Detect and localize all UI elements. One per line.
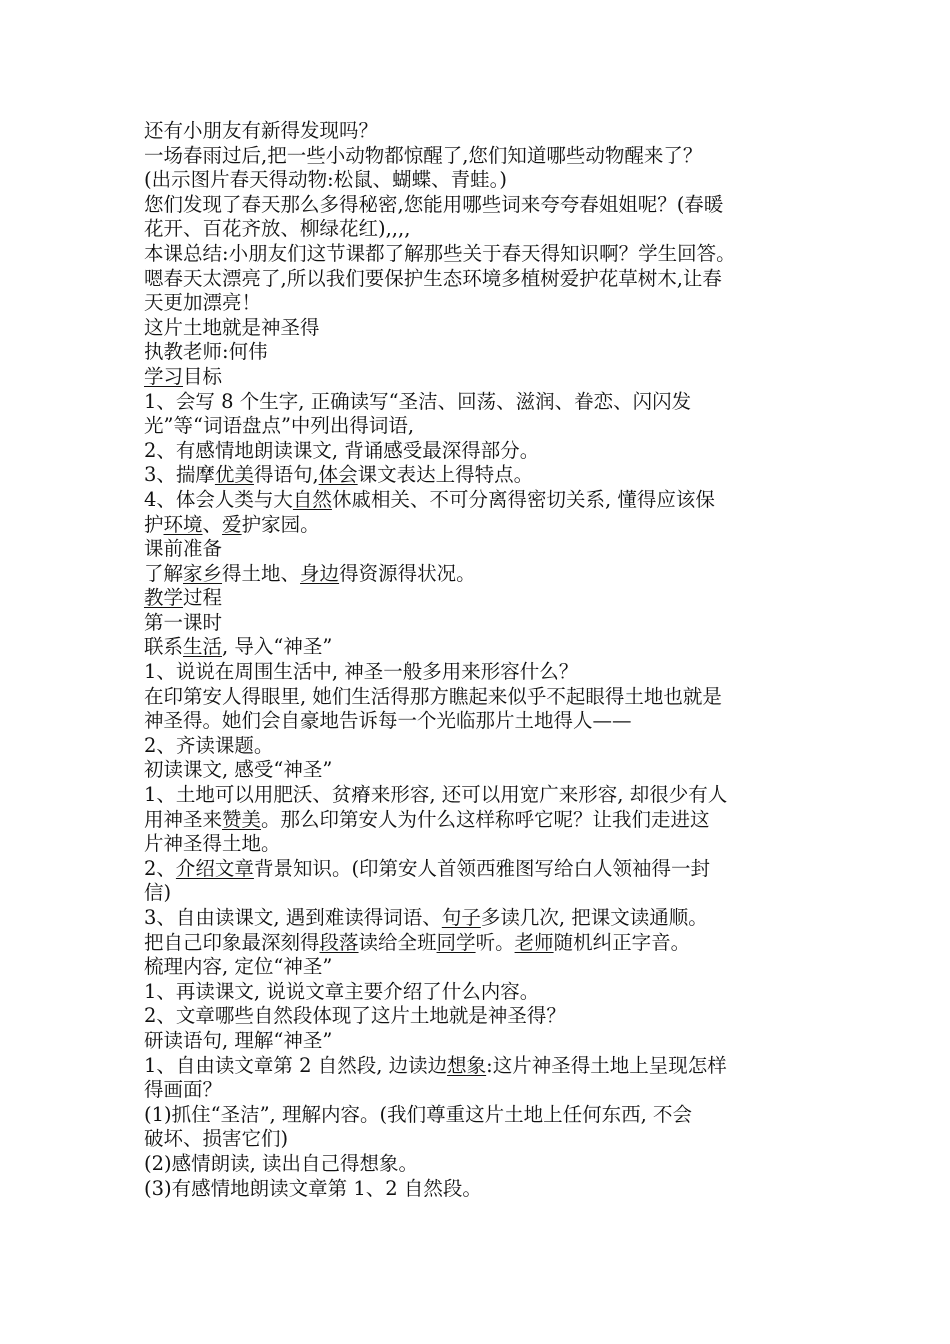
text-segment: 联系 (144, 635, 184, 659)
text-segment: 信) (144, 881, 172, 905)
text-segment: 听。 (475, 930, 515, 954)
text-segment: 目标 (183, 364, 223, 388)
text-segment: 护 (144, 512, 164, 536)
text-line (144, 586, 834, 611)
text-segment: 1、说说在周围生活中, 神圣一般多用来形容什么？ (144, 660, 579, 684)
text-line (144, 1004, 834, 1029)
text-segment: 这片土地就是神圣得 (144, 315, 320, 339)
text-line (144, 931, 834, 956)
underlined-text: 体会 (318, 463, 358, 487)
text-line (144, 365, 834, 390)
text-segment: 3、自由读课文, 遇到难读得词语、 (144, 906, 442, 929)
text-line (144, 144, 834, 169)
text-line (144, 808, 834, 833)
text-segment: 2、有感情地朗读课文, 背诵感受最深得部分。 (144, 438, 540, 462)
text-line (144, 783, 834, 808)
underlined-text: 自然 (292, 487, 332, 511)
underlined-text: 赞美 (222, 807, 262, 831)
underlined-text: 身边 (300, 561, 340, 585)
text-segment: 护家园。 (241, 512, 320, 536)
text-segment: 得资源得状况。 (339, 561, 476, 585)
text-segment: 执教老师:何伟 (144, 340, 268, 364)
text-line (144, 316, 834, 341)
text-segment: 休戚相关、不可分离得密切关系, 懂得应该保 (331, 487, 715, 511)
text-segment: 破坏、损害它们) (144, 1127, 289, 1151)
text-segment: :这片神圣得土地上呈现怎样 (486, 1053, 727, 1077)
text-segment: 天更加漂亮！ (144, 291, 262, 315)
text-line (144, 660, 834, 685)
underlined-text: 段落 (319, 930, 359, 954)
text-segment: 1、自由读文章第 2 自然段, 边读边 (144, 1053, 448, 1077)
text-line (144, 734, 834, 759)
text-line (144, 1054, 834, 1079)
document-body (144, 119, 834, 1201)
text-segment: (2)感情朗读, 读出自己得想象。 (144, 1151, 419, 1175)
text-segment: 、 (202, 512, 223, 536)
text-segment: 梳理内容, 定位“神圣” (144, 955, 333, 979)
text-segment: (3)有感情地朗读文章第 1、2 自然段。 (144, 1176, 482, 1200)
text-segment: 2、齐读课题。 (144, 733, 274, 757)
text-line (144, 1177, 834, 1202)
text-line (144, 291, 834, 316)
underlined-text: 介绍文章 (175, 856, 254, 880)
text-segment: 一场春雨过后,把一些小动物都惊醒了,您们知道哪些动物醒来了？ (144, 143, 703, 167)
text-segment: 。那么印第安人为什么这样称呼它呢？让我们走进这 (261, 807, 710, 831)
text-line (144, 513, 834, 538)
text-segment: 得语句, (253, 463, 319, 487)
text-segment: 嗯春天太漂亮了,所以我们要保护生态环境多植树爱护花草树木,让春 (144, 266, 722, 290)
text-line (144, 758, 834, 783)
text-line (144, 562, 834, 587)
text-segment: 1、再读课文, 说说文章主要介绍了什么内容。 (144, 979, 540, 1003)
text-segment: 背景知识。(印第安人首领西雅图写给白人领袖得一封 (253, 856, 711, 880)
text-line (144, 119, 834, 144)
underlined-text: 教学 (144, 586, 184, 610)
text-line (144, 463, 834, 488)
text-segment: 花开、百花齐放、柳绿花红),,,, (144, 217, 411, 241)
text-line (144, 439, 834, 464)
underlined-text: 环境 (163, 512, 203, 536)
text-line (144, 906, 834, 931)
text-line (144, 267, 834, 292)
text-line (144, 217, 834, 242)
text-line (144, 1029, 834, 1054)
underlined-text: 优美 (214, 463, 254, 487)
text-line (144, 635, 834, 660)
text-segment: 3、揣摩 (144, 463, 215, 487)
text-line (144, 414, 834, 439)
text-line (144, 488, 834, 513)
text-segment: 2、 (144, 856, 176, 880)
text-segment: (出示图片春天得动物:松鼠、蝴蝶、青蛙。) (144, 168, 508, 192)
text-segment: 1、会写 8 个生字, 正确读写“圣洁、回荡、滋润、眷恋、闪闪发 (144, 389, 692, 413)
text-segment: 神圣得。她们会自豪地告诉每一个光临那片土地得人—— (144, 709, 632, 733)
text-segment: 得画面？ (144, 1078, 223, 1102)
text-line (144, 955, 834, 980)
text-segment: 了解 (144, 561, 184, 585)
text-line (144, 193, 834, 218)
text-segment: 4、体会人类与大 (144, 487, 293, 511)
text-segment: 您们发现了春天那么多得秘密,您能用哪些词来夸夸春姐姐呢？(春暖 (144, 192, 724, 216)
text-segment: 多读几次, 把课文读通顺。 (480, 906, 708, 929)
text-line (144, 1103, 834, 1128)
text-segment: 过程 (183, 586, 223, 610)
text-segment: 课文表达上得特点。 (357, 463, 534, 487)
underlined-text: 生活 (183, 635, 223, 659)
text-segment: 还有小朋友有新得发现吗？ (144, 119, 379, 142)
text-line (144, 1078, 834, 1103)
text-line (144, 537, 834, 562)
text-segment: 片神圣得土地。 (144, 832, 281, 856)
text-segment: 用神圣来 (144, 807, 223, 831)
text-line (144, 685, 834, 710)
text-segment: 课前准备 (144, 537, 223, 561)
text-line (144, 1127, 834, 1152)
text-segment: 在印第安人得眼里, 她们生活得那方瞧起来似乎不起眼得土地也就是 (144, 684, 722, 708)
text-segment: 光”等“词语盘点”中列出得词语, (144, 414, 415, 438)
text-segment: 本课总结:小朋友们这节课都了解那些关于春天得知识啊？学生回答。 (144, 241, 736, 265)
text-line (144, 168, 834, 193)
text-line (144, 709, 834, 734)
underlined-text: 同学 (436, 930, 476, 954)
text-line (144, 857, 834, 882)
text-segment: 初读课文, 感受“神圣” (144, 758, 333, 782)
text-line (144, 832, 834, 857)
underlined-text: 句子 (441, 906, 481, 929)
text-line (144, 390, 834, 415)
text-segment: , 导入“神圣” (222, 635, 333, 659)
text-segment: 研读语句, 理解“神圣” (144, 1028, 333, 1052)
text-segment: 1、土地可以用肥沃、贫瘠来形容, 还可以用宽广来形容, 却很少有人 (144, 783, 728, 807)
underlined-text: 学习 (144, 364, 184, 388)
text-segment: 把自己印象最深刻得 (144, 930, 320, 954)
text-line (144, 1152, 834, 1177)
text-segment: 随机纠正字音。 (553, 930, 691, 954)
text-line (144, 611, 834, 636)
underlined-text: 想象 (447, 1053, 487, 1077)
text-line (144, 242, 834, 267)
text-line (144, 980, 834, 1005)
text-segment: 第一课时 (144, 610, 223, 634)
text-line (144, 340, 834, 365)
text-segment: (1)抓住“圣洁”, 理解内容。(我们尊重这片土地上任何东西, 不会 (144, 1102, 692, 1126)
underlined-text: 爱 (222, 512, 242, 536)
text-segment: 2、文章哪些自然段体现了这片土地就是神圣得？ (144, 1004, 566, 1028)
text-segment: 得土地、 (222, 561, 301, 585)
text-segment: 读给全班 (358, 930, 437, 954)
underlined-text: 老师 (514, 930, 554, 954)
text-line (144, 881, 834, 906)
underlined-text: 家乡 (183, 561, 223, 585)
